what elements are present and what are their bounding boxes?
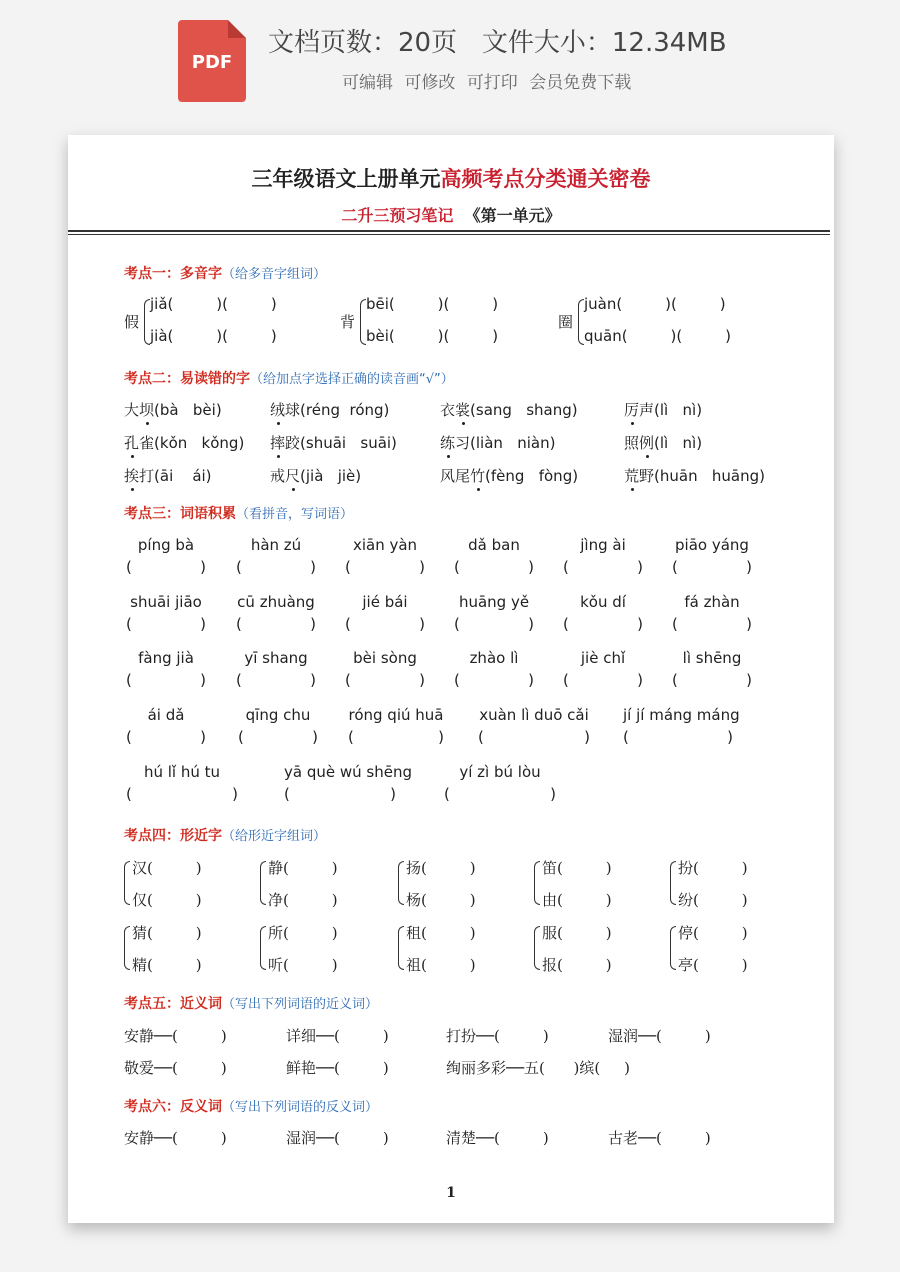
polyphone-reading-bottom: bèi( )( ) <box>366 327 499 345</box>
pinyin-prompt: xuàn lì duō cǎi <box>479 706 589 724</box>
blank-close: ) <box>419 671 425 689</box>
blank-close: ) <box>746 671 752 689</box>
blank-close: ) <box>727 728 733 746</box>
section-hint: （看拼音，写词语） <box>236 507 354 522</box>
antonym-item[interactable]: 古老──( ) <box>608 1129 711 1147</box>
brace-bracket <box>670 926 676 970</box>
blank-close: ) <box>528 558 534 576</box>
dotted-char: 尺 <box>285 467 301 485</box>
section-title: 考点四：形近字 <box>124 828 222 844</box>
antonym-item[interactable]: 安静──( ) <box>124 1129 227 1147</box>
blank-close: ) <box>528 615 534 633</box>
blank-open: ( <box>236 558 242 576</box>
brace-bracket <box>124 926 130 970</box>
polyphone-char: 背 <box>340 313 356 331</box>
section-hint: （给多音字组词） <box>222 267 327 282</box>
pinyin-options[interactable]: (réng róng) <box>300 401 390 419</box>
blank-open: ( <box>454 671 460 689</box>
answer-blank[interactable] <box>345 671 425 689</box>
document-meta-line: 文档页数：20页 文件大小：12.34MB <box>268 28 727 58</box>
answer-blank[interactable] <box>345 615 425 633</box>
synonym-item[interactable]: 绚丽多彩──五( )缤( ) <box>446 1059 630 1077</box>
word-part: 大 <box>124 401 140 419</box>
similar-char-top: 静( ) <box>268 859 338 877</box>
blank-open: ( <box>563 558 569 576</box>
synonym-item[interactable]: 详细──( ) <box>286 1027 389 1045</box>
document-features-line: 可编辑 可修改 可打印 会员免费下载 <box>342 73 632 93</box>
similar-char-bottom: 净( ) <box>268 891 338 909</box>
polyphone-char: 圈 <box>558 313 574 331</box>
similar-char-bottom: 精( ) <box>132 956 202 974</box>
pinyin-options[interactable]: (lì nì) <box>654 434 703 452</box>
pinyin-prompt: zhào lì <box>469 649 519 667</box>
dotted-char: 坝 <box>139 401 155 419</box>
blank-close: ) <box>637 558 643 576</box>
pinyin-options[interactable]: (shuāi suāi) <box>300 434 397 452</box>
dotted-char: 绒 <box>270 401 286 419</box>
pinyin-prompt: hàn zú <box>250 536 302 554</box>
section-title: 考点五：近义词 <box>124 996 222 1012</box>
pinyin-prompt: hú lǐ hú tu <box>143 763 221 781</box>
pronunciation-item <box>124 465 212 486</box>
brace-bracket <box>398 861 404 905</box>
document-title <box>68 163 834 193</box>
dotted-char: 挨 <box>124 467 140 485</box>
pinyin-prompt: fá zhàn <box>684 593 740 611</box>
word-part: 衣 <box>440 401 456 419</box>
word-part: 习 <box>455 434 471 452</box>
blank-close: ) <box>637 615 643 633</box>
polyphone-reading-top: jiǎ( )( ) <box>150 295 277 313</box>
blank-close: ) <box>310 558 316 576</box>
blank-close: ) <box>637 671 643 689</box>
answer-blank[interactable] <box>236 671 316 689</box>
answer-blank[interactable] <box>345 558 425 576</box>
title-black-part: 三年级语文上册单元 <box>251 166 441 191</box>
answer-blank[interactable] <box>126 785 238 803</box>
blank-open: ( <box>126 728 132 746</box>
word-part: 野 <box>639 467 655 485</box>
pdf-icon-label: PDF <box>191 52 233 73</box>
brace-bracket <box>260 861 266 905</box>
similar-char-top: 笛( ) <box>542 859 612 877</box>
blank-open: ( <box>672 558 678 576</box>
blank-close: ) <box>232 785 238 803</box>
brace-bracket <box>534 861 540 905</box>
section-hint: （写出下列词语的反义词） <box>222 1100 379 1115</box>
answer-blank[interactable] <box>454 615 534 633</box>
section-title: 考点六：反义词 <box>124 1099 222 1115</box>
blank-open: ( <box>238 728 244 746</box>
synonym-item[interactable]: 打扮──( ) <box>446 1027 549 1045</box>
pinyin-prompt: piāo yáng <box>675 536 749 554</box>
blank-close: ) <box>419 558 425 576</box>
document-page <box>68 135 834 1223</box>
pinyin-options[interactable]: (huān huāng) <box>654 467 765 485</box>
answer-blank[interactable] <box>126 558 206 576</box>
brace-bracket <box>534 926 540 970</box>
pinyin-prompt: qīng chu <box>245 706 311 724</box>
pinyin-prompt: yī shang <box>244 649 308 667</box>
word-part: 风尾 <box>440 467 471 485</box>
answer-blank[interactable] <box>348 728 444 746</box>
word-part: 雀 <box>139 434 155 452</box>
word-part: 声 <box>639 401 655 419</box>
pinyin-options[interactable]: (fèng fòng) <box>485 467 579 485</box>
pinyin-options[interactable]: (lì nì) <box>654 401 703 419</box>
synonym-item[interactable]: 敬爱──( ) <box>124 1059 227 1077</box>
answer-blank[interactable] <box>454 671 534 689</box>
answer-blank[interactable] <box>236 558 316 576</box>
polyphone-reading-bottom: jià( )( ) <box>150 327 277 345</box>
blank-open: ( <box>126 615 132 633</box>
blank-close: ) <box>550 785 556 803</box>
pinyin-prompt: bèi sòng <box>353 649 417 667</box>
answer-blank[interactable] <box>672 615 752 633</box>
pronunciation-item <box>270 399 389 420</box>
dotted-char: 例 <box>639 434 655 452</box>
pinyin-options[interactable]: (āi ái) <box>154 467 212 485</box>
word-part: 跤 <box>285 434 301 452</box>
similar-char-top: 扮( ) <box>678 859 748 877</box>
blank-close: ) <box>312 728 318 746</box>
similar-char-top: 服( ) <box>542 924 612 942</box>
similar-char-top: 汉( ) <box>132 859 202 877</box>
blank-open: ( <box>672 671 678 689</box>
pinyin-prompt: yí zì bú lòu <box>459 763 541 781</box>
subtitle-red-part: 二升三预习笔记 <box>341 206 454 225</box>
title-rule-thick <box>68 230 830 232</box>
section-6-heading <box>124 1096 378 1116</box>
pronunciation-item <box>440 432 555 453</box>
polyphone-reading-top: juàn( )( ) <box>584 295 726 313</box>
similar-char-bottom: 报( ) <box>542 956 612 974</box>
pinyin-prompt: ái dǎ <box>147 706 185 724</box>
blank-open: ( <box>672 615 678 633</box>
title-rule-thin <box>68 234 830 235</box>
synonym-item[interactable]: 鲜艳──( ) <box>286 1059 389 1077</box>
polyphone-reading-bottom: quān( )( ) <box>584 327 731 345</box>
blank-open: ( <box>444 785 450 803</box>
similar-char-top: 停( ) <box>678 924 748 942</box>
brace-bracket <box>124 861 130 905</box>
blank-close: ) <box>746 558 752 576</box>
blank-open: ( <box>345 615 351 633</box>
similar-char-bottom: 祖( ) <box>406 956 476 974</box>
pinyin-prompt: xiān yàn <box>352 536 418 554</box>
answer-blank[interactable] <box>236 615 316 633</box>
blank-close: ) <box>200 728 206 746</box>
similar-char-top: 所( ) <box>268 924 338 942</box>
pinyin-prompt: cū zhuàng <box>237 593 315 611</box>
pinyin-prompt: jié bái <box>362 593 408 611</box>
dotted-char: 裳 <box>455 401 471 419</box>
section-hint: （给形近字组词） <box>222 829 327 844</box>
title-red-part: 高频考点分类通关密卷 <box>440 166 651 191</box>
section-5-heading <box>124 993 378 1013</box>
answer-blank[interactable] <box>284 785 396 803</box>
blank-close: ) <box>310 671 316 689</box>
pinyin-options[interactable]: (jià jiè) <box>300 467 362 485</box>
pinyin-options[interactable]: (bà bèi) <box>154 401 222 419</box>
dotted-char: 孔 <box>124 434 140 452</box>
blank-close: ) <box>528 671 534 689</box>
blank-open: ( <box>236 671 242 689</box>
blank-close: ) <box>200 615 206 633</box>
blank-open: ( <box>348 728 354 746</box>
word-part: 球 <box>285 401 301 419</box>
similar-char-bottom: 纷( ) <box>678 891 748 909</box>
section-title: 考点一：多音字 <box>124 266 222 282</box>
dotted-char: 荒 <box>624 467 640 485</box>
section-2-heading <box>124 368 454 388</box>
blank-open: ( <box>563 671 569 689</box>
word-part: 戒 <box>270 467 286 485</box>
document-subtitle <box>68 203 834 226</box>
answer-blank[interactable] <box>126 671 206 689</box>
answer-blank[interactable] <box>563 671 643 689</box>
section-hint: （给加点字选择正确的读音画“√”） <box>250 372 454 387</box>
pronunciation-item <box>270 465 361 486</box>
similar-char-top: 租( ) <box>406 924 476 942</box>
blank-close: ) <box>310 615 316 633</box>
pinyin-prompt: yā què wú shēng <box>284 763 412 781</box>
pinyin-prompt: jiè chǐ <box>580 649 626 667</box>
answer-blank[interactable] <box>478 728 590 746</box>
pinyin-prompt: lì shēng <box>682 649 742 667</box>
answer-blank[interactable] <box>454 558 534 576</box>
pinyin-prompt: píng bà <box>137 536 195 554</box>
polyphone-reading-top: bēi( )( ) <box>366 295 499 313</box>
blank-open: ( <box>345 671 351 689</box>
brace-bracket <box>670 861 676 905</box>
section-4-heading <box>124 825 326 845</box>
blank-close: ) <box>746 615 752 633</box>
answer-blank[interactable] <box>126 615 206 633</box>
answer-blank[interactable] <box>444 785 556 803</box>
page-number: 1 <box>446 1185 456 1201</box>
similar-char-bottom: 亭( ) <box>678 956 748 974</box>
pinyin-prompt: fàng jià <box>138 649 194 667</box>
section-3-heading <box>124 503 353 523</box>
similar-char-bottom: 仅( ) <box>132 891 202 909</box>
dotted-char: 练 <box>440 434 456 452</box>
antonym-item[interactable]: 清楚──( ) <box>446 1129 549 1147</box>
section-title: 考点二：易读错的字 <box>124 371 250 387</box>
similar-char-bottom: 听( ) <box>268 956 338 974</box>
pronunciation-item <box>440 399 578 420</box>
blank-open: ( <box>478 728 484 746</box>
blank-open: ( <box>126 558 132 576</box>
answer-blank[interactable] <box>126 728 206 746</box>
pinyin-prompt: kǒu dí <box>580 593 626 611</box>
blank-open: ( <box>236 615 242 633</box>
blank-open: ( <box>345 558 351 576</box>
answer-blank[interactable] <box>623 728 733 746</box>
section-1-heading <box>124 263 326 283</box>
section-hint: （写出下列词语的近义词） <box>222 997 379 1012</box>
pinyin-prompt: shuāi jiāo <box>130 593 202 611</box>
answer-blank[interactable] <box>563 615 643 633</box>
pdf-file-icon <box>178 20 246 102</box>
blank-close: ) <box>438 728 444 746</box>
pinyin-prompt: dǎ ban <box>468 536 520 554</box>
dotted-char: 竹 <box>470 467 486 485</box>
antonym-item[interactable]: 湿润──( ) <box>286 1129 389 1147</box>
pronunciation-item <box>624 432 702 453</box>
dotted-char: 摔 <box>270 434 286 452</box>
blank-open: ( <box>454 615 460 633</box>
similar-char-bottom: 杨( ) <box>406 891 476 909</box>
pronunciation-item <box>124 432 244 453</box>
synonym-item[interactable]: 湿润──( ) <box>608 1027 711 1045</box>
pronunciation-item <box>270 432 397 453</box>
blank-open: ( <box>623 728 629 746</box>
section-title: 考点三：词语积累 <box>124 506 236 522</box>
subtitle-unit: 《第一单元》 <box>464 206 561 225</box>
similar-char-top: 扬( ) <box>406 859 476 877</box>
answer-blank[interactable] <box>238 728 318 746</box>
dotted-char: 厉 <box>624 401 640 419</box>
pronunciation-item <box>440 465 578 486</box>
blank-open: ( <box>284 785 290 803</box>
answer-blank[interactable] <box>672 671 752 689</box>
blank-close: ) <box>584 728 590 746</box>
word-part: 照 <box>624 434 640 452</box>
similar-char-top: 猜( ) <box>132 924 202 942</box>
blank-open: ( <box>563 615 569 633</box>
pinyin-options[interactable]: (liàn niàn) <box>470 434 556 452</box>
answer-blank[interactable] <box>672 558 752 576</box>
polyphone-char: 假 <box>124 313 140 331</box>
brace-bracket <box>398 926 404 970</box>
pinyin-prompt: jìng ài <box>580 536 626 554</box>
pronunciation-item <box>624 399 702 420</box>
pronunciation-item <box>624 465 765 486</box>
blank-close: ) <box>419 615 425 633</box>
pinyin-options[interactable]: (sang shang) <box>470 401 578 419</box>
synonym-item[interactable]: 安静──( ) <box>124 1027 227 1045</box>
word-part: 打 <box>139 467 155 485</box>
blank-open: ( <box>454 558 460 576</box>
pinyin-prompt: róng qiú huā <box>348 706 444 724</box>
blank-open: ( <box>126 785 132 803</box>
pinyin-prompt: huāng yě <box>458 593 530 611</box>
blank-close: ) <box>200 671 206 689</box>
blank-open: ( <box>126 671 132 689</box>
blank-close: ) <box>200 558 206 576</box>
pinyin-prompt: jí jí máng máng <box>623 706 740 724</box>
pinyin-options[interactable]: (kǒn kǒng) <box>154 434 245 452</box>
answer-blank[interactable] <box>563 558 643 576</box>
similar-char-bottom: 由( ) <box>542 891 612 909</box>
pronunciation-item <box>124 399 222 420</box>
brace-bracket <box>260 926 266 970</box>
blank-close: ) <box>390 785 396 803</box>
